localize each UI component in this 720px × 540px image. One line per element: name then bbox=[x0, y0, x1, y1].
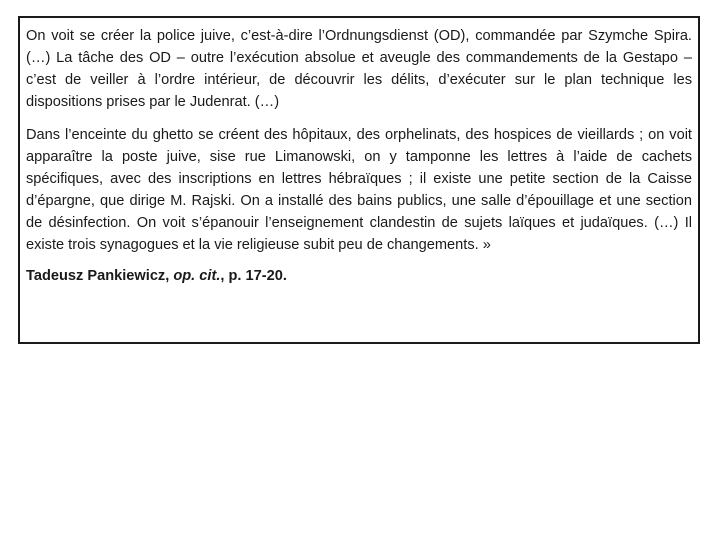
quote-box bbox=[18, 16, 700, 344]
citation bbox=[26, 265, 692, 287]
paragraph-ghetto: Dans l’enceinte du ghetto se créent des hôpitaux, des orphelinats, des hospices de vieillards ; on voit apparaître la poste juive, sise rue Limanowski, on y tamponne les lettres à l’aide de cachets spécifiques, avec des inscriptions en lettres hébraïques ; il existe une petite section de la Caisse d’épargne, que dirige M. Rajski. On a installé des bains publics, une salle d’épouillage et une section de désinfection. On voit s’épanouir l’enseignement clandestin de sujets laïques et judaïques. (…) Il existe trois synagogues et la vie religieuse subit peu de changements. » bbox=[26, 127, 692, 253]
citation-pages: , p. 17-20. bbox=[220, 268, 287, 284]
citation-author: Tadeusz Pankiewicz, bbox=[26, 268, 174, 284]
paragraph-police: On voit se créer la police juive, c’est-à-dire l’Ordnungsdienst (OD), commandée par Szymche Spira. (…) La tâche des OD – outre l’exécution absolue et aveugle des commandements de la Gestapo – c’est de veiller à l’ordre intérieur, de découvrir les délits, d’exécuter sur le plan technique les dispositions prises par le Judenrat. (…) bbox=[26, 28, 692, 110]
citation-work: op. cit. bbox=[173, 268, 221, 284]
